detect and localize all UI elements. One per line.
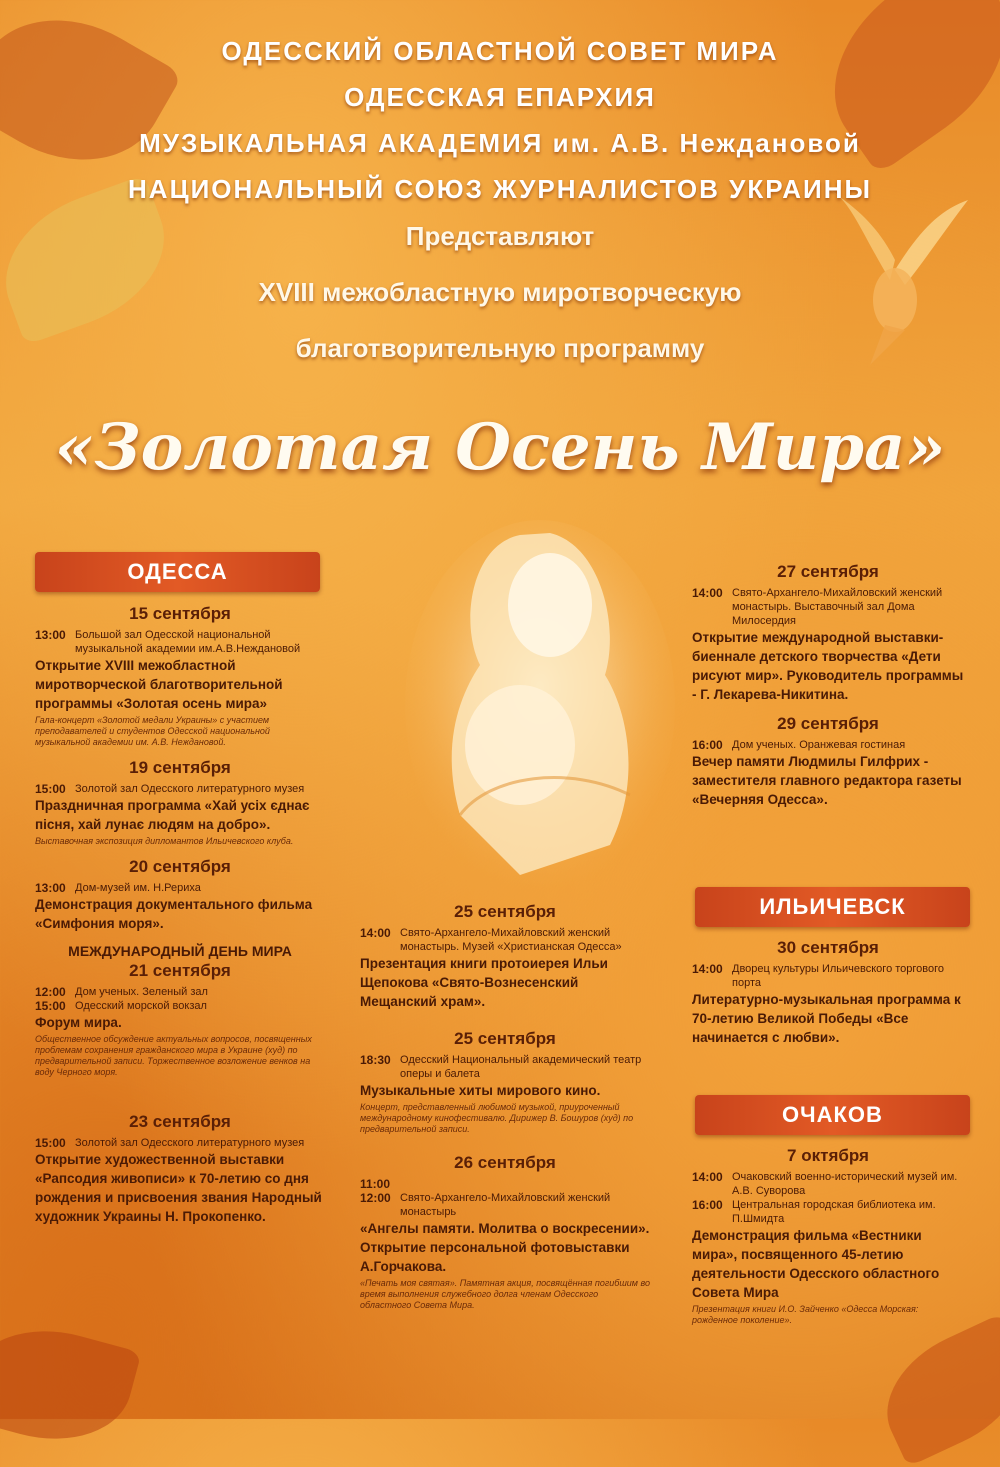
organizer-name: ОДЕССКАЯ ЕПАРХИЯ [344, 82, 656, 112]
event-time: 15:00 [35, 1136, 66, 1150]
event-date: 30 сентября [777, 938, 879, 957]
event-date: 25 сентября [454, 902, 556, 921]
event-date: 25 сентября [454, 1029, 556, 1048]
odessa-column [35, 598, 325, 1236]
autumn-leaf-decoration [866, 1313, 1000, 1467]
event-note: Выставочная экспозиция дипломантов Ильичевского клуба. [35, 836, 294, 846]
section-banner-ilichevsk: ИЛЬИЧЕВСК [695, 887, 970, 927]
event-title: Вечер памяти Людмилы Гилфрих - заместителя главного редактора газеты «Вечерняя Одесса». [692, 754, 962, 807]
event-date: 23 сентября [129, 1112, 231, 1131]
event-time: 18:30 [360, 1053, 391, 1067]
ochakov-column [692, 1140, 964, 1336]
program-title: «Золотая Осень Мира» [54, 410, 946, 485]
event-time: 16:00 [692, 1198, 723, 1212]
right-column [692, 556, 964, 819]
event-date: 26 сентября [454, 1153, 556, 1172]
event-title: Демонстрация фильма «Вестники мира», посвященного 45-летию деятельности Одесского областного Совета Мира [692, 1228, 940, 1300]
event-time: 14:00 [692, 586, 723, 600]
event-place: Свято-Архангело-Михайловский женский монастырь. Музей «Христианская Одесса» [400, 927, 622, 953]
event-date: 29 сентября [777, 714, 879, 733]
program-line: благотворительную программу [295, 333, 705, 363]
event-place: Большой зал Одесской национальной музыкальной академии им.А.В.Неждановой [75, 629, 301, 655]
header [0, 28, 1000, 372]
event-time: 13:00 [35, 628, 66, 642]
event-place: Одесский Национальный академический театр оперы и балета [400, 1054, 642, 1080]
event-place: Дом ученых. Оранжевая гостиная [732, 739, 906, 751]
event-time: 15:00 [35, 782, 66, 796]
organizer-name: НАЦИОНАЛЬНЫЙ СОЮЗ ЖУРНАЛИСТОВ УКРАИНЫ [128, 174, 872, 204]
event-time: 12:00 [360, 1191, 391, 1205]
event-place: Одесский морской вокзал [75, 1000, 207, 1012]
event-place: Золотой зал Одесского литературного музея [75, 1137, 305, 1149]
event-block [692, 938, 964, 1047]
event-date: 20 сентября [129, 857, 231, 876]
event-place: Очаковский военно-исторический музей им. А.В. Суворова [732, 1171, 958, 1197]
event-time: 14:00 [692, 1170, 723, 1184]
event-date: 7 октября [787, 1146, 869, 1165]
event-title: Демонстрация документального фильма «Симфония моря». [35, 897, 313, 931]
event-date: 19 сентября [129, 758, 231, 777]
event-block [360, 1029, 650, 1135]
event-place: Свято-Архангело-Михайловский женский монастырь. Выставочный зал Дома Милосердия [732, 587, 943, 627]
event-block [692, 714, 964, 809]
event-title: Презентация книги протоиерея Ильи Щепокова «Свято-Вознесенский Мещанский храм». [360, 956, 608, 1009]
event-title: Музыкальные хиты мирового кино. [360, 1083, 601, 1098]
event-note: Концерт, представленный любимой музыкой, приуроченный международному кинофестивалю. Дирижер В. Бошуров (худ) по предварительной записи. [360, 1102, 634, 1134]
event-place: Дом-музей им. Н.Рериха [75, 882, 201, 894]
event-block [35, 604, 325, 748]
event-block [360, 1153, 650, 1311]
event-note: Общественное обсуждение актуальных вопросов, посвященных проблемам сохранения гражданского мира в Украине (худ) по предварительной записи. Торжественное возложение венков на воду Черного моря. [35, 1034, 312, 1077]
event-title: Праздничная программа «Хай усіх єднає пісня, хай лунає людям на добро». [35, 798, 310, 832]
event-time: 11:00 [360, 1177, 391, 1191]
event-place: Дворец культуры Ильичевского торгового порта [732, 963, 945, 989]
event-title: Литературно-музыкальная программа к 70-летию Великой Победы «Все начинается с любви». [692, 992, 961, 1045]
event-date: 15 сентября [129, 604, 231, 623]
event-block [692, 562, 964, 704]
autumn-leaf-decoration [0, 1311, 142, 1459]
event-title: Форум мира. [35, 1015, 122, 1030]
event-place: Золотой зал Одесского литературного музея [75, 783, 305, 795]
event-note: Гала-концерт «Золотой медали Украины» с участием преподавателей и студентов Одесской национальной музыкальной академии им. А.В. Неждановой. [35, 715, 270, 747]
event-title: «Ангелы памяти. Молитва о воскресении». Открытие персональной фотовыставки А.Горчакова. [360, 1221, 650, 1274]
event-time: 14:00 [360, 926, 391, 940]
event-time: 15:00 [35, 999, 66, 1013]
event-block [360, 902, 650, 1011]
event-block [692, 1146, 964, 1326]
event-title: Открытие XVIII межобластной миротворческой благотворительной программы «Золотая осень мира» [35, 658, 283, 711]
section-banner-odessa: ОДЕССА [35, 552, 320, 592]
event-block [35, 857, 325, 933]
mother-child-illustration [400, 515, 680, 895]
organizer-name: ОДЕССКИЙ ОБЛАСТНОЙ СОВЕТ МИРА [221, 36, 779, 66]
event-time: 12:00 [35, 985, 66, 999]
event-place: Свято-Архангело-Михайловский женский монастырь [400, 1192, 611, 1218]
middle-column [360, 896, 650, 1321]
event-title: Открытие художественной выставки «Рапсодия живописи» к 70-летию со дня рождения и присвоения звания Народный художник Украины Н. Прокопенко. [35, 1152, 322, 1224]
event-date: 21 сентября [129, 961, 231, 980]
peace-day-heading: МЕЖДУНАРОДНЫЙ ДЕНЬ МИРА [68, 943, 292, 959]
event-place: Дом ученых. Зеленый зал [75, 986, 208, 998]
event-note: «Печать моя святая». Памятная акция, посвящённая погибшим во время выполнения служебного долга членам Одесского областного Совета Мира. [360, 1278, 650, 1310]
event-block [35, 1112, 325, 1226]
ilichevsk-column [692, 932, 964, 1057]
organizer-name: МУЗЫКАЛЬНАЯ АКАДЕМИЯ им. А.В. Неждановой [139, 128, 861, 158]
event-place: Центральная городская библиотека им. П.Шмидта [732, 1199, 936, 1225]
event-title: Открытие международной выставки-биеннале детского творчества «Дети рисуют мир». Руководитель программы - Г. Лекарева-Никитина. [692, 630, 964, 702]
event-time: 14:00 [692, 962, 723, 976]
event-note: Презентация книги И.О. Зайченко «Одесса Морская: рожденное поколение». [692, 1304, 919, 1325]
event-block [35, 758, 325, 847]
event-date: 27 сентября [777, 562, 879, 581]
program-line: XVIII межобластную миротворческую [258, 277, 742, 307]
section-banner-ochakov: ОЧАКОВ [695, 1095, 970, 1135]
presents-text: Представляют [405, 221, 595, 251]
event-block [35, 961, 325, 1078]
event-time: 13:00 [35, 881, 66, 895]
event-time: 16:00 [692, 738, 723, 752]
